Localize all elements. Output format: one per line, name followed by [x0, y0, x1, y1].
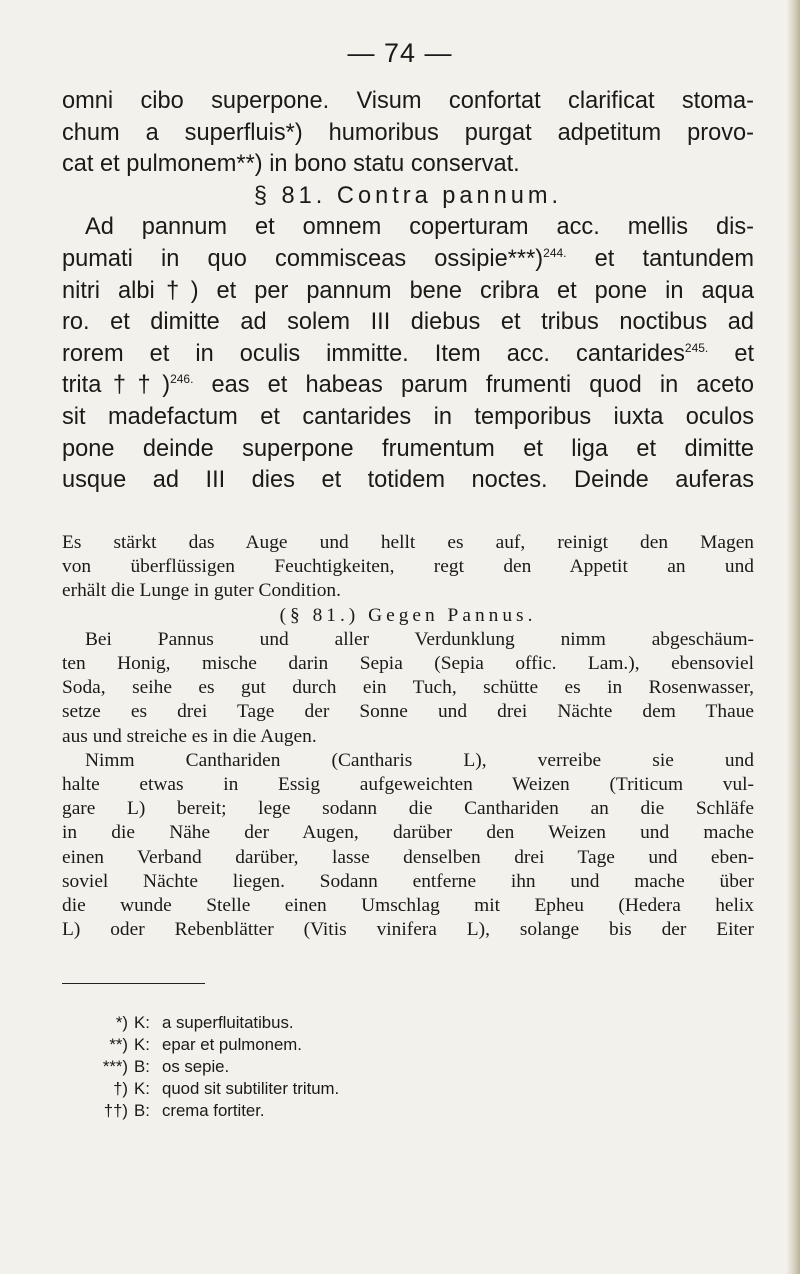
footnote-mark: *): [115, 1013, 128, 1032]
latin-superscript: 246.: [170, 372, 194, 387]
latin-line: [62, 244, 754, 276]
german-line: Soda, seihe es gut durch ein Tuch, schütte es in Rosenwasser,: [62, 677, 754, 699]
footnote-row: [62, 1100, 754, 1122]
footnote-text: crema fortiter.: [162, 1101, 265, 1120]
latin-text: et: [734, 340, 755, 367]
german-line: Bei Pannus und aller Verdunklung nimm abgeschäum-: [85, 628, 754, 650]
german-line: einen Verband darüber, lasse denselben drei Tage und eben-: [62, 846, 754, 868]
latin-line: [62, 339, 754, 371]
footnote-mark: **): [109, 1035, 128, 1054]
german-line: Es stärkt das Auge und hellt es auf, reinigt den Magen: [62, 532, 754, 553]
german-line: soviel Nächte liegen. Sodann entferne ihn und mache über: [62, 870, 754, 892]
latin-line: usque ad III dies et totidem noctes. Deinde auferas: [62, 467, 754, 494]
german-line: von überflüssigen Feuchtigkeiten, regt den Appetit an und: [62, 556, 754, 578]
page-number: — 74 —: [347, 38, 453, 68]
footnote-text: a superfluitatibus.: [162, 1013, 294, 1032]
footnote-row: [62, 1078, 754, 1100]
footnote-text: os sepie.: [162, 1057, 230, 1076]
footnote-source: K:: [134, 1035, 150, 1054]
footnote-source: K:: [134, 1079, 150, 1098]
german-line: erhält die Lunge in guter Condition.: [62, 580, 341, 602]
latin-line: pone deinde superpone frumentum et liga et dimitte: [62, 435, 754, 462]
german-section-heading: (§ 81.) Gegen Pannus.: [279, 604, 537, 626]
latin-text: trita††): [62, 372, 171, 399]
footnote-source: B:: [134, 1101, 150, 1120]
footnotes-block: [62, 1012, 754, 1122]
german-line: L) oder Rebenblätter (Vitis vinifera L), solange bis der Eiter: [62, 919, 754, 941]
latin-line: chum a superfluis*) humoribus purgat adpetitum provo-: [62, 119, 754, 146]
footnote-source: B:: [134, 1057, 150, 1076]
german-line: in die Nähe der Augen, darüber den Weizen und mache: [62, 822, 754, 844]
footnote-divider: [62, 983, 205, 984]
footnote-row: [62, 1056, 754, 1078]
latin-text: pumati in quo commisceas ossipie***): [62, 245, 544, 272]
footnote-text: quod sit subtiliter tritum.: [162, 1079, 340, 1098]
latin-superscript: 245.: [684, 340, 709, 355]
footnote-mark: ***): [102, 1057, 128, 1076]
latin-line: cat et pulmonem**) in bono statu conservat.: [62, 151, 520, 178]
latin-line: nitri albi†) et per pannum bene cribra et pone in aqua: [62, 277, 754, 304]
latin-line: omni cibo superpone. Visum confortat clarificat stoma-: [62, 88, 754, 114]
latin-line: ro. et dimitte ad solem III diebus et tribus noctibus ad: [62, 309, 754, 336]
german-line: gare L) bereit; lege sodann die Canthariden an die Schläfe: [62, 798, 754, 820]
german-line: Nimm Canthariden (Cantharis L), verreibe sie und: [85, 749, 754, 771]
footnote-text: epar et pulmonem.: [162, 1035, 302, 1054]
footnote-row: [62, 1012, 754, 1034]
latin-line: sit madefactum et cantarides in temporibus iuxta oculos: [62, 403, 754, 430]
german-line: ten Honig, mische darin Sepia (Sepia offic. Lam.), ebensoviel: [62, 653, 754, 675]
latin-superscript: 244.: [543, 245, 567, 260]
latin-text: eas et habeas parum frumenti quod in aceto: [211, 372, 754, 399]
footnote-mark: †): [113, 1079, 128, 1098]
footnote-mark: ††): [103, 1101, 128, 1120]
german-line: aus und streiche es in die Augen.: [62, 725, 317, 747]
page-edge-shadow: [786, 0, 800, 1274]
german-line: setze es drei Tage der Sonne und drei Nächte dem Thaue: [62, 701, 754, 723]
latin-text-block: [62, 86, 754, 497]
latin-line: [62, 370, 754, 402]
latin-text: et tantundem: [594, 245, 755, 272]
german-line: die wunde Stelle einen Umschlag mit Epheu (Hedera helix: [62, 895, 754, 917]
latin-text: rorem et in oculis immitte. Item acc. cantarides: [62, 340, 685, 367]
latin-section-heading: § 81. Contra pannum.: [253, 182, 563, 209]
footnote-source: K:: [134, 1013, 150, 1032]
latin-line: Ad pannum et omnem coperturam acc. mellis dis-: [85, 214, 754, 241]
german-text-block: [62, 531, 754, 942]
footnote-row: [62, 1034, 754, 1056]
german-line: halte etwas in Essig aufgeweichten Weizen (Triticum vul-: [62, 774, 754, 796]
